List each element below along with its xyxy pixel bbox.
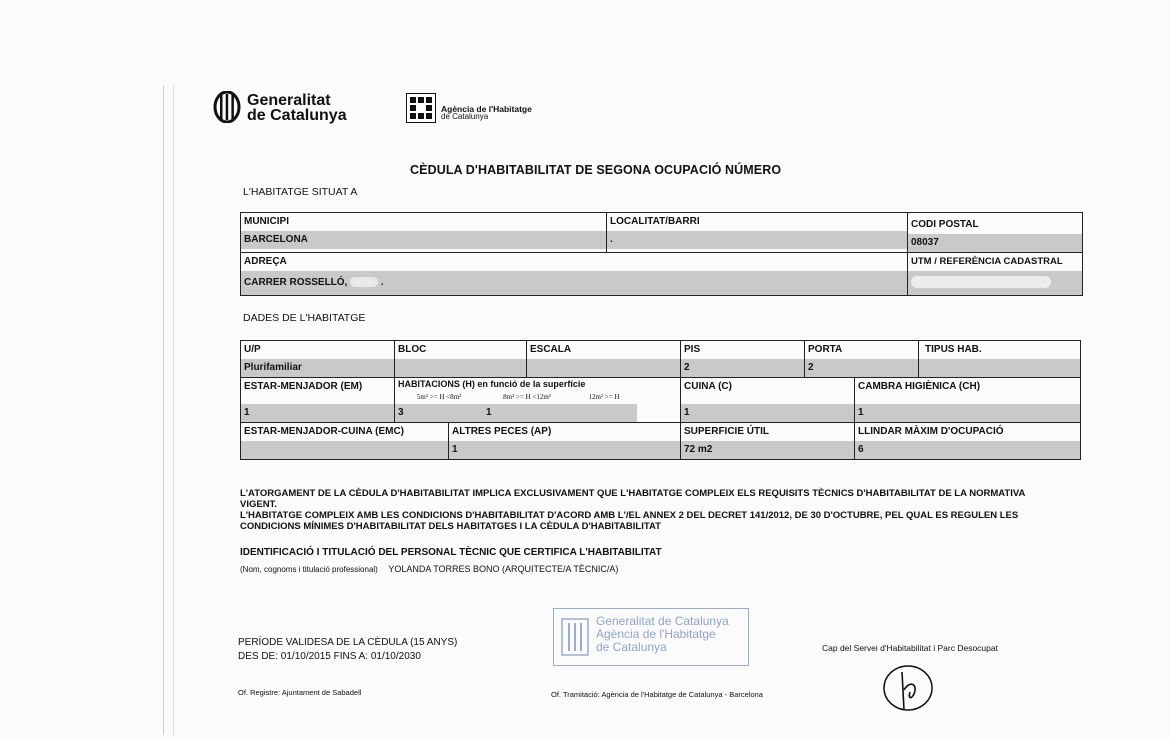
escala-cell — [527, 341, 681, 378]
emc-value — [241, 441, 448, 459]
agency-line1: Agència de l'Habitatge — [441, 104, 532, 114]
signature-role: Cap del Servei d'Habitabilitat i Parc Desocupat — [822, 643, 998, 653]
codi-postal-cell — [908, 213, 1083, 253]
em-value: 1 — [241, 404, 394, 422]
cuina-label: CUINA (C) — [684, 381, 732, 392]
note-line-2b: CONDICIONS MÍNIMES D'HABITABILITAT DELS HABITATGES I LA CÈDULA D'HABITABILITAT — [240, 521, 661, 532]
generalitat-line1: Generalitat — [247, 92, 331, 109]
altres-label: ALTRES PECES (AP) — [452, 426, 552, 437]
porta-label: PORTA — [808, 344, 843, 355]
document-title: CÈDULA D'HABITABILITAT DE SEGONA OCUPACIÓ NÚMERO — [410, 163, 782, 177]
localitat-cell — [607, 213, 908, 253]
location-table — [240, 212, 1083, 296]
generalitat-line2: de Catalunya — [247, 107, 347, 124]
porta-value: 2 — [805, 359, 918, 377]
tipus-label: TIPUS HAB. — [925, 344, 982, 355]
escala-value — [527, 359, 680, 377]
localitat-value: . — [607, 231, 907, 249]
footer-tramitacio: Of. Tramitació: Agència de l'Habitatge de Catalunya - Barcelona — [551, 690, 763, 699]
scan-margin-line — [173, 85, 174, 735]
legal-notes — [240, 488, 1070, 532]
technician-label: (Nom, cognoms i titulació professional) — [240, 565, 378, 574]
redaction-mark — [350, 277, 378, 287]
stamp-line2: Agència de l'Habitatge — [596, 627, 716, 641]
pis-value: 2 — [681, 359, 804, 377]
municipi-label: MUNICIPI — [244, 216, 289, 227]
codi-postal-value: 08037 — [908, 234, 1082, 252]
note-line-1a: L'ATORGAMENT DE LA CÈDULA D'HABITABILITAT IMPLICA EXCLUSIVAMENT QUE L'HABITATGE COMPLEIX ELS REQUISITS TÈCNICS D'HABITABILITAT DE LA NORMATIVA — [240, 488, 1026, 499]
utm-value-row — [908, 271, 1082, 295]
cuina-value: 1 — [681, 404, 854, 422]
superficie-label: SUPERFICIE ÚTIL — [684, 426, 770, 437]
hab-value-2: 1 — [483, 404, 571, 422]
redaction-mark — [911, 276, 1051, 288]
note-line-1b: VIGENT. — [240, 499, 277, 510]
localitat-label: LOCALITAT/BARRI — [610, 216, 700, 227]
utm-label: UTM / REFERÈNCIA CADASTRAL — [911, 256, 1063, 267]
location-section-label: L'HABITATGE SITUAT A — [243, 186, 358, 198]
technician-row — [240, 564, 618, 574]
bloc-label: BLOC — [398, 344, 427, 355]
habitacions-ranges — [395, 390, 680, 404]
hab-range-2: 8m² >= H <12m² — [503, 393, 551, 401]
bloc-value — [395, 359, 526, 377]
adreca-value: CARRER ROSSELLÓ, — [244, 277, 348, 288]
adreca-suffix: . — [380, 277, 384, 288]
utm-cell — [908, 253, 1083, 296]
pis-label: PIS — [684, 344, 701, 355]
validity-heading: PERÍODE VALIDESA DE LA CÈDULA (15 ANYS) — [238, 637, 458, 648]
up-value: Plurifamiliar — [241, 359, 394, 377]
llindar-value: 6 — [855, 441, 1080, 459]
footer-registre: Of. Registre: Ajuntament de Sabadell — [238, 688, 362, 697]
agency-line2: de Catalunya — [441, 112, 489, 121]
emc-label: ESTAR-MENJADOR-CUINA (EMC) — [244, 426, 404, 437]
hab-value-1: 3 — [395, 404, 483, 422]
technician-value: YOLANDA TORRES BONO (ARQUITECTE/A TÈCNIC/A) — [388, 564, 619, 574]
escala-label: ESCALA — [530, 344, 572, 355]
stamp-line3: de Catalunya — [596, 640, 667, 654]
adreca-value-row — [241, 271, 907, 295]
cambra-value: 1 — [855, 404, 1080, 422]
scan-margin-line — [163, 85, 164, 735]
adreca-cell — [241, 253, 908, 296]
tipus-value — [919, 359, 1080, 377]
porta-cell — [805, 341, 919, 378]
technician-heading: IDENTIFICACIÓ I TITULACIÓ DEL PERSONAL TÈCNIC QUE CERTIFICA L'HABITABILITAT — [240, 547, 662, 558]
habitacions-label: HABITACIONS (H) en funció de la superfície — [398, 379, 586, 389]
llindar-cell — [855, 423, 1081, 460]
note-line-2a: L'HABITATGE COMPLEIX AMB LES CONDICIONS D'HABITABILITAT D'ACORD AMB L'/EL ANNEX 2 DEL DECRET 141/2012, DE 30 D'OCTUBRE, PEL QUAL ES REGULEN LES — [240, 510, 1019, 521]
dwelling-table — [240, 340, 1081, 460]
validity-block — [238, 637, 457, 662]
signature-icon — [880, 660, 940, 718]
habitacions-cell — [395, 378, 681, 423]
habitacions-values — [395, 404, 680, 422]
codi-postal-label: CODI POSTAL — [911, 219, 979, 230]
hab-range-1: 5m² >= H <8m² — [416, 393, 462, 401]
up-cell — [241, 341, 395, 378]
emc-cell — [241, 423, 449, 460]
altres-cell — [449, 423, 681, 460]
hab-value-3 — [571, 404, 637, 422]
tipus-cell — [919, 341, 1081, 378]
adreca-label: ADREÇA — [244, 256, 287, 267]
superficie-cell — [681, 423, 855, 460]
altres-value: 1 — [449, 441, 680, 459]
em-label: ESTAR-MENJADOR (EM) — [244, 381, 363, 392]
generalitat-stamp-emblem-icon — [560, 617, 590, 657]
official-stamp — [553, 608, 749, 666]
llindar-label: LLINDAR MÀXIM D'OCUPACIÓ — [858, 426, 1004, 437]
generalitat-emblem-icon — [213, 91, 241, 123]
dwelling-section-label: DADES DE L'HABITATGE — [243, 312, 366, 324]
cambra-cell — [855, 378, 1081, 423]
hab-range-3: 12m² >= H — [588, 393, 620, 401]
cambra-label: CAMBRA HIGIÈNICA (CH) — [858, 381, 981, 392]
up-label: U/P — [244, 344, 261, 355]
pis-cell — [681, 341, 805, 378]
agency-grid-icon — [406, 93, 436, 123]
municipi-cell — [241, 213, 607, 253]
validity-dates: DES DE: 01/10/2015 FINS A: 01/10/2030 — [238, 651, 421, 662]
stamp-line1: Generalitat de Catalunya — [596, 614, 729, 628]
em-cell — [241, 378, 395, 423]
superficie-value: 72 m2 — [681, 441, 854, 459]
municipi-value: BARCELONA — [241, 231, 606, 249]
bloc-cell — [395, 341, 527, 378]
cuina-cell — [681, 378, 855, 423]
